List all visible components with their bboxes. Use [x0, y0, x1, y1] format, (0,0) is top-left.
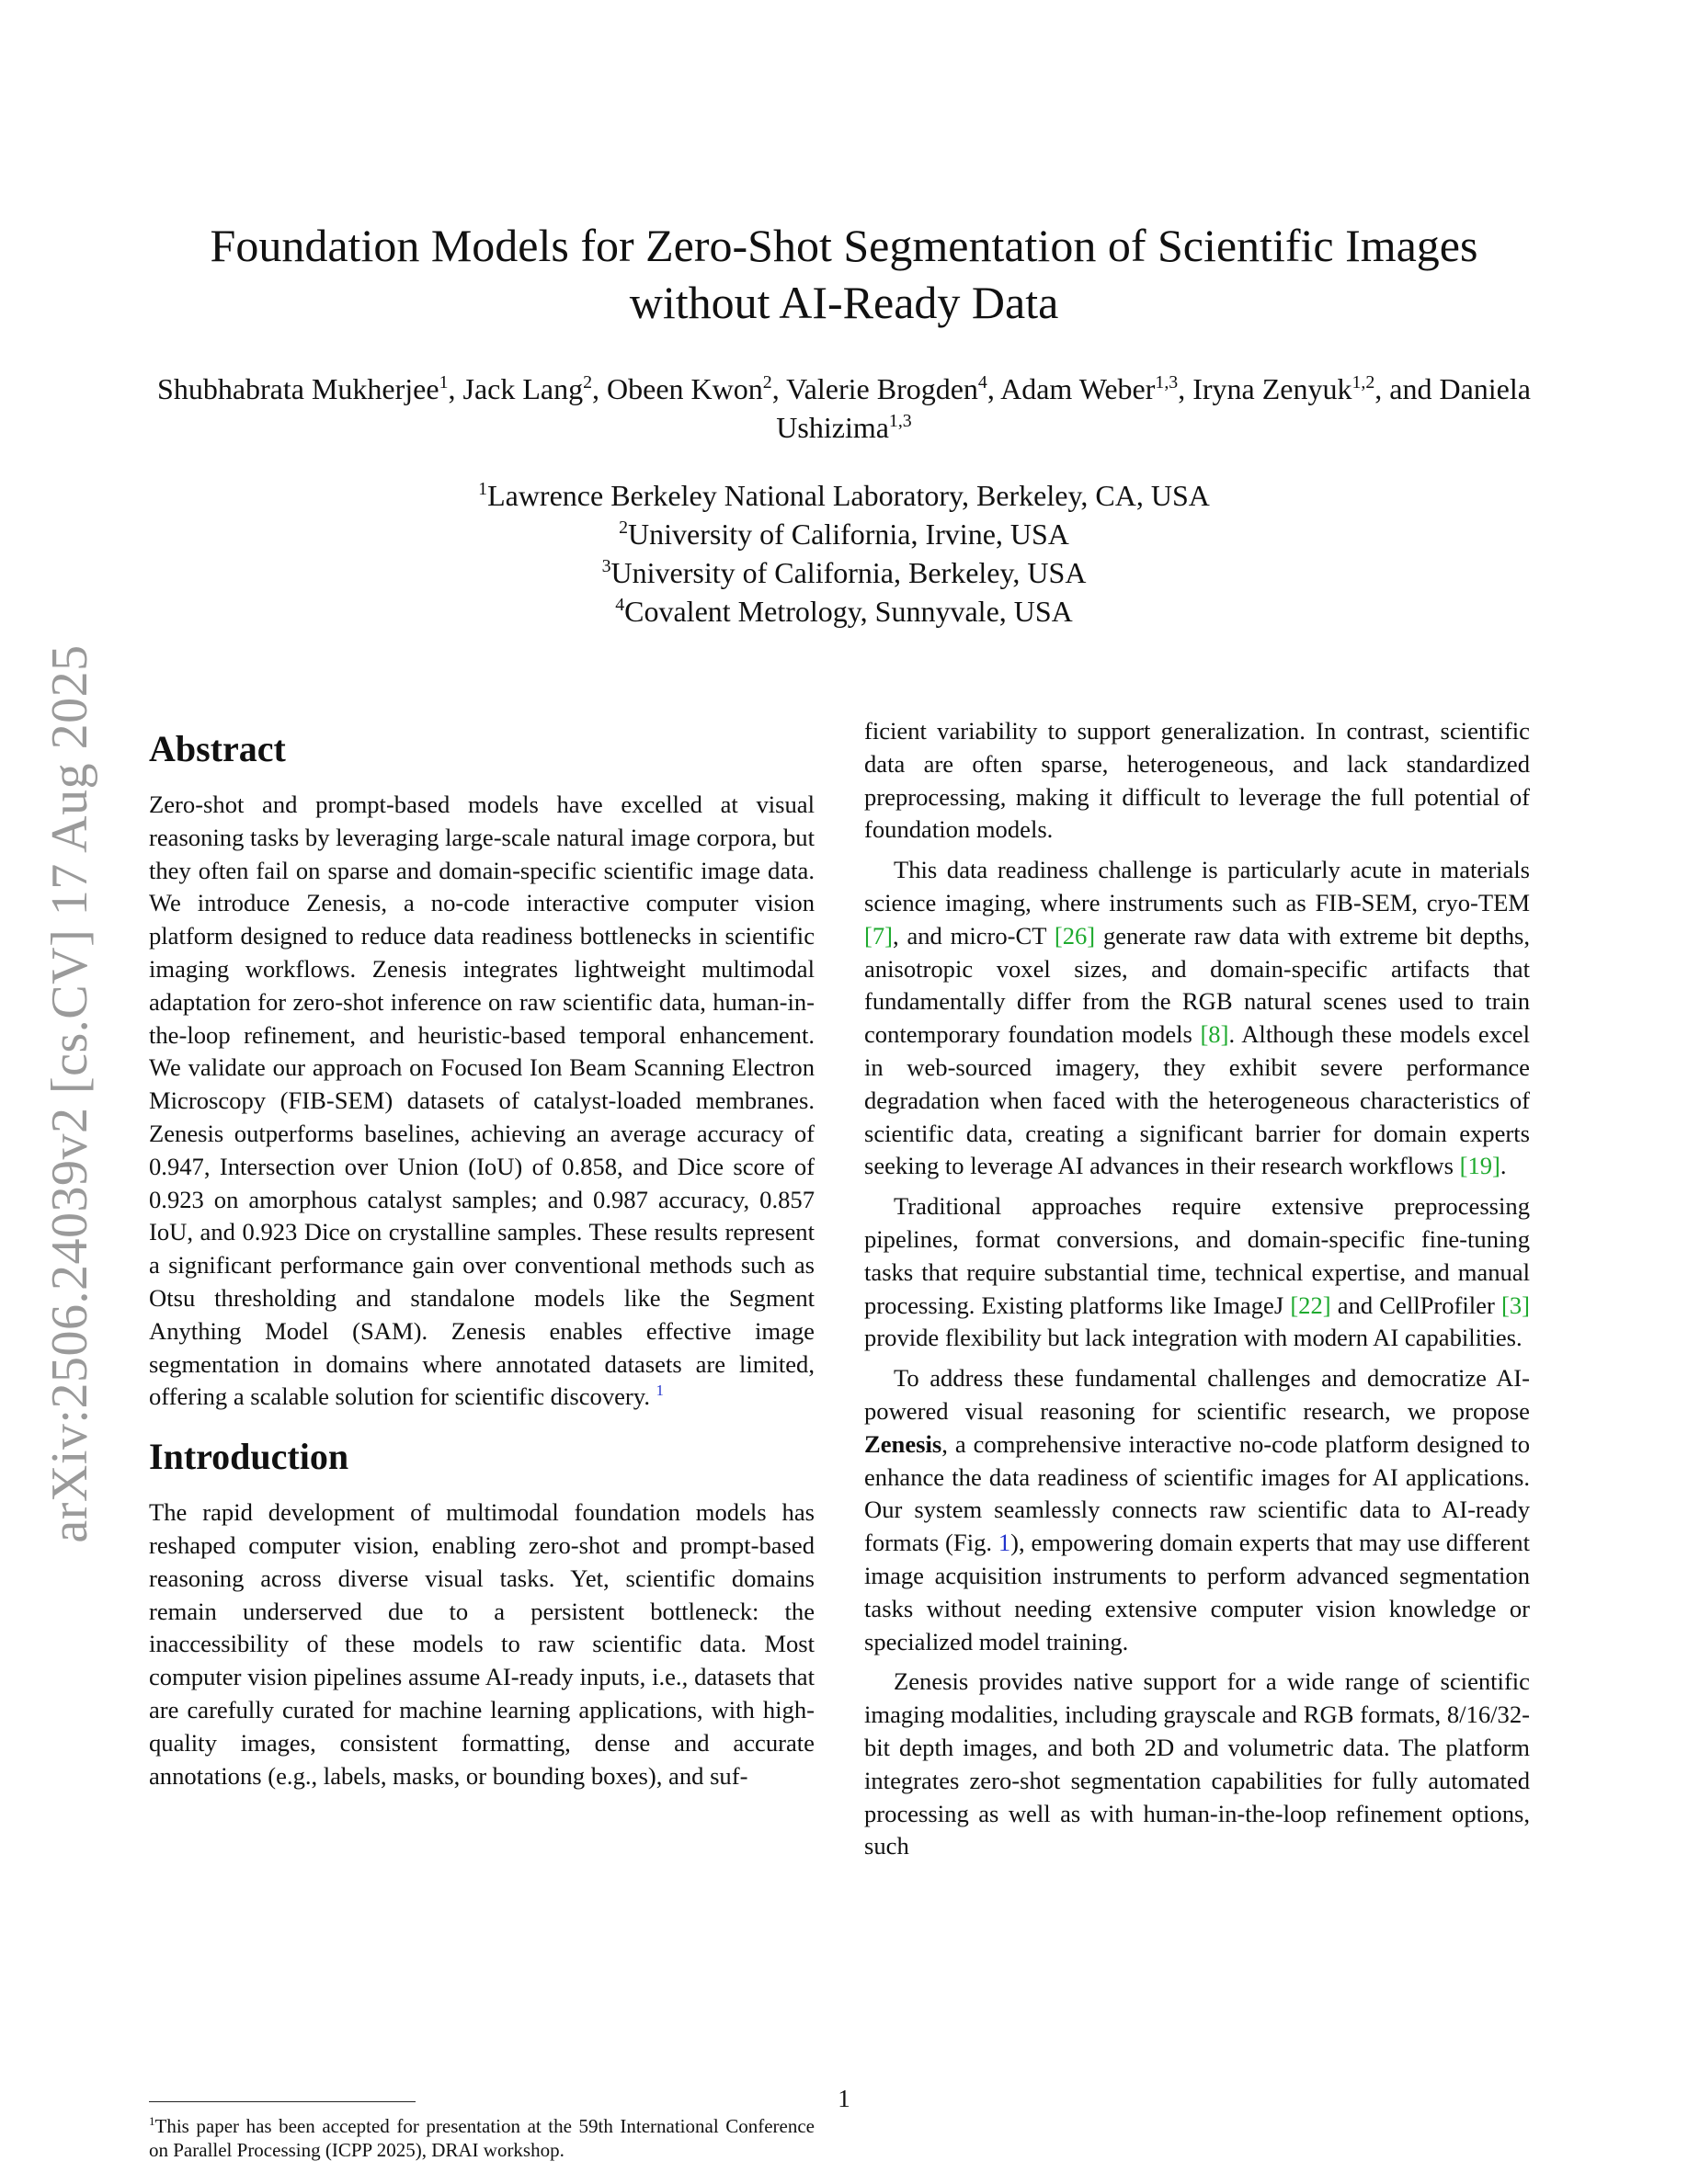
author-affil-sup: 2 — [583, 372, 593, 393]
author-affil-sup: 1,2 — [1352, 372, 1375, 393]
figure-link[interactable]: 1 — [998, 1529, 1011, 1557]
author-affil-sup: 4 — [977, 372, 987, 393]
right-column — [864, 715, 1530, 1871]
footnote-sup: 1 — [149, 2114, 155, 2129]
citation-link[interactable]: [8] — [1200, 1020, 1229, 1049]
author-affil-sup: 2 — [762, 372, 772, 393]
affiliation-text: Covalent Metrology, Sunnyvale, USA — [624, 595, 1073, 628]
title-line-2: without AI-Ready Data — [629, 277, 1059, 328]
affiliation — [147, 515, 1541, 553]
affiliation — [147, 476, 1541, 515]
text-run: Traditional approaches require extensive preprocessing pipelines, format conversions, and domain-specific fine-tuning tasks that require substantial time, technical expertise, and manual processing. Existing platforms like ImageJ — [864, 1192, 1530, 1319]
affiliation-text: University of California, Irvine, USA — [628, 518, 1069, 551]
affiliation — [147, 592, 1541, 631]
affiliation-sup: 2 — [619, 518, 628, 539]
author-name: , Jack Lang — [448, 372, 584, 405]
text-run: ), empowering domain experts that may use different image acquisition instruments to perform advanced segmentation tasks without needing extensive computer vision knowledge or specialized model training. — [864, 1529, 1530, 1655]
author-name: , Obeen Kwon — [592, 372, 763, 405]
title-line-1: Foundation Models for Zero-Shot Segmentation of Scientific Images — [210, 220, 1478, 271]
citation-link[interactable]: [26] — [1054, 921, 1096, 950]
affiliation-text: Lawrence Berkeley National Laboratory, Berkeley, CA, USA — [487, 479, 1210, 512]
right-paragraph-3 — [864, 1190, 1530, 1355]
left-column — [149, 715, 815, 1800]
text-run: and CellProfiler — [1330, 1291, 1501, 1319]
text-run: , and micro-CT — [893, 921, 1055, 950]
affiliation — [147, 553, 1541, 592]
arxiv-stamp: arXiv:2506.24039v2 [cs.CV] 17 Aug 2025 — [41, 644, 98, 1543]
author-affil-sup: 1,3 — [1155, 372, 1179, 393]
author-name: , Valerie Brogden — [771, 372, 978, 405]
text-run: This data readiness challenge is particularly acute in materials science imaging, where instruments such as FIB-SEM, cryo-TEM — [864, 856, 1530, 916]
author-affil-sup: 1,3 — [888, 411, 912, 432]
citation-link[interactable]: [3] — [1500, 1291, 1530, 1319]
right-paragraph-2 — [864, 854, 1530, 1183]
citation-link[interactable]: [22] — [1290, 1291, 1331, 1319]
text-run: . Although these models excel in web-sourced imagery, they exhibit severe performance degradation when faced with the heterogeneous characteristics of scientific data, creating a significant barrier for domain experts seeking to leverage AI advances in their research workflows — [864, 1020, 1530, 1180]
author-list — [147, 370, 1541, 447]
affiliation-text: University of California, Berkeley, USA — [610, 556, 1087, 589]
right-paragraph-5: Zenesis provides native support for a wide range of scientific imaging modalities, including grayscale and RGB formats, 8/16/32-bit depth images, and both 2D and volumetric data. The platform integrates zero-shot segmentation capabilities for fully automated processing as well as with human-in-the-loop refinement options, such — [864, 1667, 1530, 1860]
affiliation-list — [147, 476, 1541, 631]
right-paragraph-4 — [864, 1362, 1530, 1658]
text-run: , a comprehensive interactive no-code platform designed to enhance the data readiness of scientific images for AI applications. Our system seamlessly connects raw scientific data to AI-ready formats (Fig. — [864, 1429, 1530, 1557]
introduction-paragraph: The rapid development of multimodal foundation models has reshaped computer vision, enabling zero-shot and prompt-based reasoning across diverse visual tasks. Yet, scientific domains remain underserved due to a persistent bottleneck: the inaccessibility of these models to raw scientific data. Most computer vision pipelines assume AI-ready inputs, i.e., datasets that are carefully curated for machine learning applications, with high-quality images, consistent formatting, dense and accurate annotations (e.g., labels, masks, or bounding boxes), and suf- — [149, 1498, 815, 1790]
abstract-heading: Abstract — [149, 728, 286, 769]
right-paragraph-continued: ficient variability to support generalization. In contrast, scientific data are often sparse, heterogeneous, and lack standardized preprocessing, making it difficult to leverage the full potential of foundation models. — [864, 717, 1530, 844]
citation-link[interactable]: [7] — [864, 921, 894, 950]
text-run: . — [1500, 1152, 1507, 1180]
affiliation-sup: 3 — [601, 556, 611, 577]
author-name: , Adam Weber — [987, 372, 1156, 405]
affiliation-sup: 4 — [615, 595, 625, 616]
footnote-link[interactable]: 1 — [656, 1382, 664, 1400]
paper-title — [147, 217, 1541, 331]
abstract-body: Zero-shot and prompt-based models have excelled at visual reasoning tasks by leveraging large-scale natural image corpora, but they often fail on sparse and domain-specific scientific image data. We introduce Zenesis, a no-code interactive computer vision platform designed to reduce data readiness bottlenecks in scientific imaging workflows. Zenesis integrates lightweight multimodal adaptation for zero-shot inference on raw scientific data, human-in-the-loop refinement, and heuristic-based temporal enhancement. We validate our approach on Focused Ion Beam Scanning Electron Microscopy (FIB-SEM) datasets of catalyst-loaded membranes. Zenesis outperforms baselines, achieving an average accuracy of 0.947, Intersection over Union (IoU) of 0.858, and Dice score of 0.923 on amorphous catalyst samples; and 0.987 accuracy, 0.857 IoU, and 0.923 Dice on crystalline samples. These results represent a significant performance gain over conventional methods such as Otsu thresholding and standalone models like the Segment Anything Model (SAM). Zenesis enables effective image segmentation in domains where annotated datasets are limited, offering a scalable solution for scientific discovery. — [149, 791, 815, 1411]
page-number: 1 — [838, 2085, 850, 2112]
footnote — [149, 2114, 815, 2162]
author-affil-sup: 1 — [439, 372, 449, 393]
author-name: Shubhabrata Mukherjee — [157, 372, 439, 405]
citation-link[interactable]: [19] — [1459, 1152, 1500, 1180]
text-run: provide flexibility but lack integration with modern AI capabilities. — [864, 1324, 1523, 1352]
system-name: Zenesis — [864, 1429, 942, 1458]
affiliation-sup: 1 — [478, 479, 488, 500]
footnote-text: This paper has been accepted for presentation at the 59th International Conference on Parallel Processing (ICPP 2025), DRAI workshop. — [149, 2115, 815, 2161]
author-name: , Iryna Zenyuk — [1178, 372, 1352, 405]
introduction-heading: Introduction — [149, 1436, 349, 1478]
text-run: generate raw data with extreme bit depths, anisotropic voxel sizes, and domain-specific artifacts that fundamentally differ from the RGB natural scenes used to train contemporary foundation models — [864, 921, 1530, 1049]
text-run: To address these fundamental challenges and democratize AI-powered visual reasoning for scientific research, we propose — [864, 1364, 1530, 1425]
author-name: , and Daniela Ushizima — [776, 372, 1531, 444]
abstract-text — [149, 789, 815, 1414]
